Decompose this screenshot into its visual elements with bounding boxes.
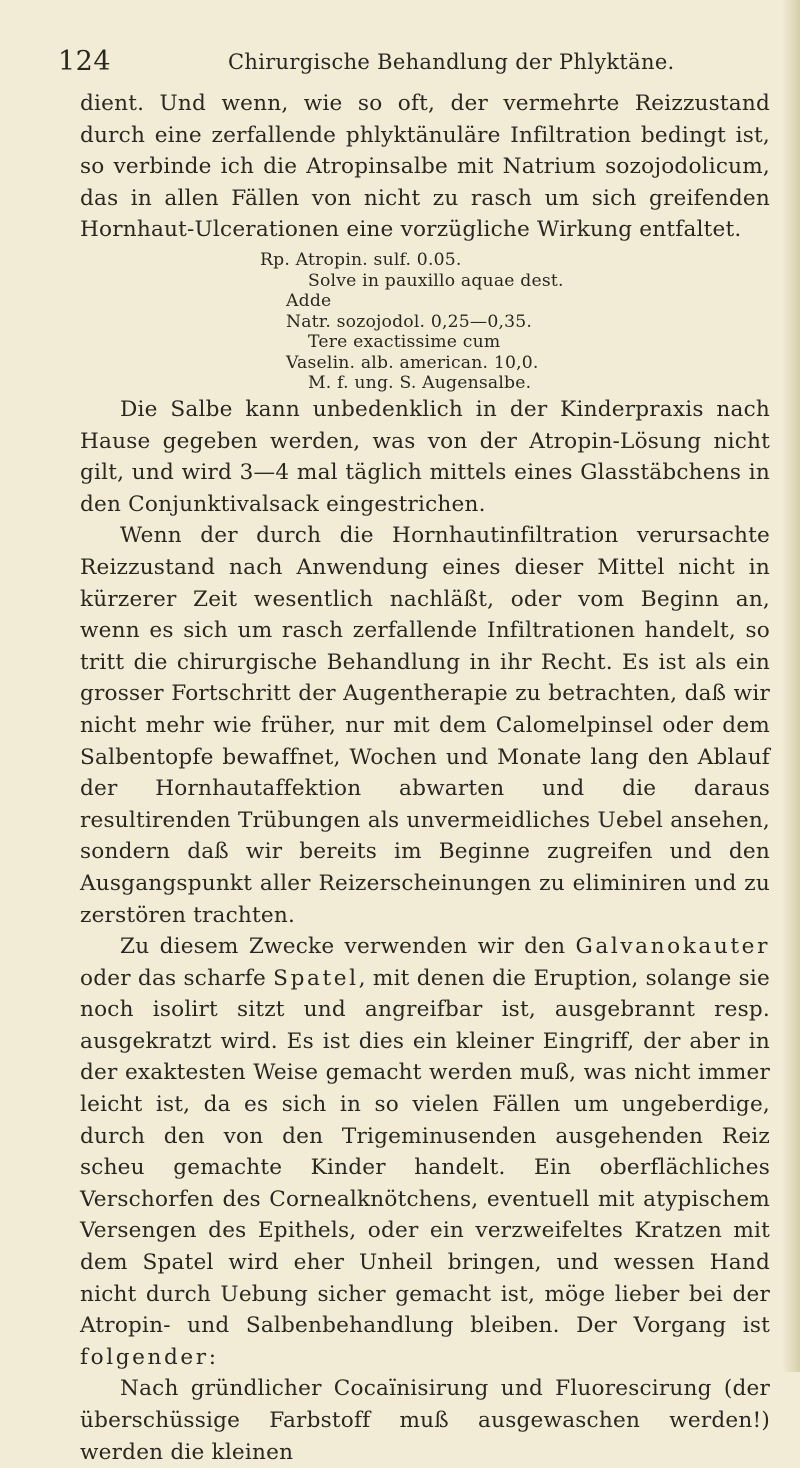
- term-spatel: Spatel: [273, 965, 359, 991]
- prescription-line: Natr. sozojodol. 0,25—0,35.: [286, 311, 533, 332]
- paragraph-salbe: Die Salbe kann unbedenklich in der Kinderpraxis nach Hause gegeben werden, was von der Atropin-Lösung nicht gilt, und wird 3—4 mal täglich mittels eines Glasstäbchens in den Conjunktivalsack eingestrichen.: [80, 397, 770, 517]
- running-title: Chirurgische Behandlung der Phlyktäne.: [228, 50, 675, 74]
- intro-text: dient. Und wenn, wie so oft, der vermehrte Reizzustand durch eine zerfallende phlyktänuläre Infiltration bedingt ist, so verbinde ich die Atropinsalbe mit Natrium sozojodolicum, das in allen Fällen von nicht zu rasch um sich greifenden Hornhaut-Ulcerationen eine vorzügliche Wirkung entfaltet.: [80, 91, 770, 243]
- term-galvanokauter: Galvanokauter: [575, 934, 770, 960]
- prescription-line: M. f. ung. S. Augensalbe.: [308, 373, 532, 393]
- paragraph-cocainisirung: Nach gründlicher Cocaïnisirung und Fluorescirung (der überschüssige Farbstoff muß ausgewaschen werden!) werden die kleinen: [80, 1376, 770, 1465]
- page-header: [0, 46, 800, 80]
- text-segment: , mit denen die Eruption, solange sie noch isolirt sitzt und angreifbar ist, ausgebrannt resp. ausgekratzt wird. Es ist dies ein kleiner Eingriff, der aber in der exaktesten Weise gemacht werden muß, was nicht immer leicht ist, da es sich in so vielen Fällen um ungeberdige, durch den von den Trigeminusenden ausgehenden Reiz scheu gemachte Kinder handelt. Ein oberflächliches Verschorfen des Cornealknötchens, eventuell mit atypischem Versengen des Epithels, oder ein verzweifeltes Kratzen mit dem Spatel wird eher Unheil bringen, und wessen Hand nicht durch Uebung sicher gemacht ist, möge lieber bei der Atropin- und Salbenbehandlung bleiben. Der Vorgang ist: [80, 965, 770, 1339]
- intro-paragraph: [80, 88, 770, 246]
- text-segment: oder das scharfe: [80, 965, 274, 991]
- page-number: 124: [58, 46, 112, 77]
- prescription-line: Adde: [286, 291, 332, 311]
- prescription-line: Tere exactissime cum: [308, 332, 501, 352]
- paragraph-galvanokauter: [80, 931, 770, 1373]
- page-edge-shadow: [782, 0, 800, 1372]
- prescription-block: [80, 250, 770, 394]
- prescription-line: Solve in pauxillo aquae dest.: [308, 270, 564, 291]
- prescription-line: Rp. Atropin. sulf. 0.05.: [260, 250, 462, 270]
- main-text: [80, 394, 770, 1468]
- text-segment: :: [208, 1344, 217, 1370]
- paragraph-reizzustand: Wenn der durch die Hornhautinfiltration verursachte Reizzustand nach Anwendung eines dieser Mittel nicht in kürzerer Zeit wesentlich nachläßt, oder vom Beginn an, wenn es sich um rasch zerfallende Infiltrationen handelt, so tritt die chirurgische Behandlung in ihr Recht. Es ist als ein grosser Fortschritt der Augentherapie zu betrachten, daß wir nicht mehr wie früher, nur mit dem Calomelpinsel oder dem Salbentopfe bewaffnet, Wochen und Monate lang den Ablauf der Hornhautaffektion abwarten und die daraus resultirenden Trübungen als unvermeidliches Uebel ansehen, sondern daß wir bereits im Beginne zugreifen und den Ausgangspunkt aller Reizerscheinungen zu eliminiren und zu zerstören trachten.: [80, 523, 770, 928]
- text-segment: Zu diesem Zwecke verwenden wir den: [120, 934, 576, 960]
- prescription-line: Vaselin. alb. american. 10,0.: [286, 352, 539, 373]
- term-folgender: folgender: [80, 1344, 209, 1370]
